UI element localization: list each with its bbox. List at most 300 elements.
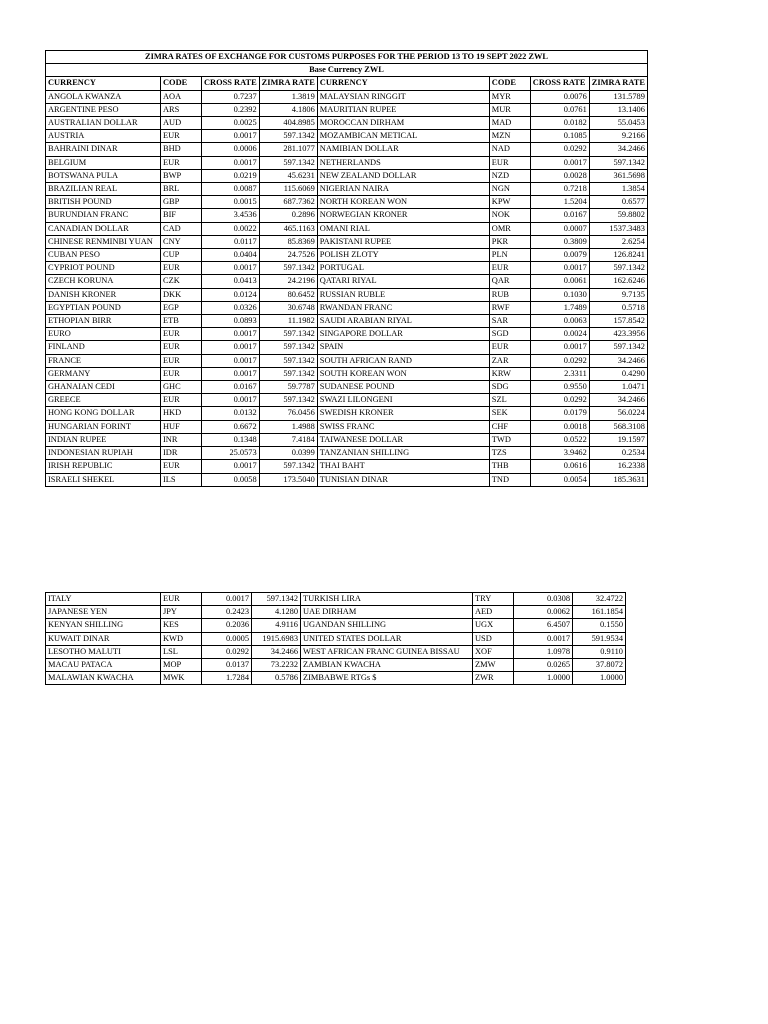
table-row (46, 672, 626, 685)
cell-currency-2: SUDANESE POUND (317, 381, 489, 394)
cell-currency-2: ZIMBABWE RTGs $ (301, 672, 473, 685)
cell-code-2: PKR (489, 235, 530, 248)
cell-cross-rate: 0.0015 (202, 196, 260, 209)
cell-zimra-rate: 11.1982 (259, 315, 317, 328)
cell-code: EUR (161, 460, 202, 473)
cell-code-2: TZS (489, 447, 530, 460)
cell-zimra-rate-2: 597.1342 (589, 156, 647, 169)
cell-code-2: SAR (489, 315, 530, 328)
cell-cross-rate-2: 0.0616 (530, 460, 589, 473)
cell-cross-rate-2: 0.0017 (530, 262, 589, 275)
cell-zimra-rate: 597.1342 (259, 394, 317, 407)
cell-currency: GREECE (46, 394, 161, 407)
cell-cross-rate: 0.2392 (202, 103, 260, 116)
cell-code-2: MZN (489, 130, 530, 143)
header-cross-rate-2: CROSS RATE (530, 77, 589, 90)
cell-currency-2: MOROCCAN DIRHAM (317, 117, 489, 130)
cell-cross-rate: 0.0017 (202, 262, 260, 275)
table-row (46, 394, 648, 407)
cell-cross-rate: 0.0017 (202, 130, 260, 143)
cell-zimra-rate-2: 597.1342 (589, 341, 647, 354)
cell-code: EUR (161, 156, 202, 169)
cell-cross-rate: 0.0893 (202, 315, 260, 328)
cell-currency-2: OMANI RIAL (317, 222, 489, 235)
cell-code: ETB (161, 315, 202, 328)
cell-code-2: NZD (489, 169, 530, 182)
cell-currency: EGYPTIAN POUND (46, 301, 161, 314)
cell-zimra-rate-2: 0.5718 (589, 301, 647, 314)
cell-zimra-rate: 115.6069 (259, 183, 317, 196)
cell-zimra-rate-2: 1.0471 (589, 381, 647, 394)
table-row (46, 117, 648, 130)
table-row (46, 328, 648, 341)
table-row (46, 354, 648, 367)
header-row (46, 77, 648, 90)
cell-zimra-rate: 24.7526 (259, 249, 317, 262)
cell-zimra-rate-2: 597.1342 (589, 262, 647, 275)
cell-zimra-rate-2: 32.4722 (573, 593, 626, 606)
cell-code-2: MYR (489, 90, 530, 103)
cell-currency: ARGENTINE PESO (46, 103, 161, 116)
cell-zimra-rate: 0.5786 (252, 672, 301, 685)
cell-zimra-rate: 597.1342 (259, 367, 317, 380)
cell-cross-rate: 0.2423 (202, 606, 252, 619)
cell-cross-rate-2: 1.7489 (530, 301, 589, 314)
table-row (46, 645, 626, 658)
cell-zimra-rate: 281.1077 (259, 143, 317, 156)
cell-currency: KENYAN SHILLING (46, 619, 161, 632)
cell-currency-2: SINGAPORE DOLLAR (317, 328, 489, 341)
cell-code: IDR (161, 447, 202, 460)
cell-zimra-rate: 0.2896 (259, 209, 317, 222)
cell-zimra-rate-2: 2.6254 (589, 235, 647, 248)
cell-code-2: RUB (489, 288, 530, 301)
cell-zimra-rate-2: 568.3108 (589, 420, 647, 433)
cell-zimra-rate-2: 1.0000 (573, 672, 626, 685)
cell-code-2: TND (489, 473, 530, 486)
cell-zimra-rate: 4.1280 (252, 606, 301, 619)
cell-code: EUR (161, 394, 202, 407)
table-row (46, 659, 626, 672)
cell-zimra-rate: 85.8369 (259, 235, 317, 248)
cell-code: ILS (161, 473, 202, 486)
table-row (46, 420, 648, 433)
cell-currency: MACAU PATACA (46, 659, 161, 672)
cell-code: AUD (161, 117, 202, 130)
table-row (46, 473, 648, 486)
table-row (46, 169, 648, 182)
cell-currency-2: SWEDISH KRONER (317, 407, 489, 420)
cell-zimra-rate-2: 0.2534 (589, 447, 647, 460)
cell-zimra-rate-2: 0.1550 (573, 619, 626, 632)
cell-currency: EURO (46, 328, 161, 341)
cell-currency: HONG KONG DOLLAR (46, 407, 161, 420)
cell-zimra-rate: 73.2232 (252, 659, 301, 672)
cell-zimra-rate-2: 19.1597 (589, 433, 647, 446)
cell-code: EUR (161, 262, 202, 275)
header-code-2: CODE (489, 77, 530, 90)
cell-zimra-rate: 0.0399 (259, 447, 317, 460)
table-row (46, 407, 648, 420)
cell-cross-rate-2: 0.9550 (530, 381, 589, 394)
cell-currency: HUNGARIAN FORINT (46, 420, 161, 433)
cell-cross-rate: 0.2036 (202, 619, 252, 632)
cell-code-2: PLN (489, 249, 530, 262)
cell-cross-rate: 1.7284 (202, 672, 252, 685)
cell-cross-rate: 0.0413 (202, 275, 260, 288)
cell-currency: DANISH KRONER (46, 288, 161, 301)
cell-cross-rate: 0.0137 (202, 659, 252, 672)
cell-code-2: KRW (489, 367, 530, 380)
table-row (46, 222, 648, 235)
cell-cross-rate: 0.0006 (202, 143, 260, 156)
cell-currency-2: TANZANIAN SHILLING (317, 447, 489, 460)
cell-cross-rate: 0.0326 (202, 301, 260, 314)
cell-code-2: ZMW (473, 659, 514, 672)
cell-cross-rate-2: 0.1085 (530, 130, 589, 143)
cell-code: MWK (161, 672, 202, 685)
cell-cross-rate-2: 0.3809 (530, 235, 589, 248)
cell-zimra-rate: 34.2466 (252, 645, 301, 658)
cell-cross-rate-2: 0.0054 (530, 473, 589, 486)
table-row (46, 183, 648, 196)
cell-code: KES (161, 619, 202, 632)
cell-currency: ITALY (46, 593, 161, 606)
cell-zimra-rate-2: 162.6246 (589, 275, 647, 288)
cell-zimra-rate-2: 34.2466 (589, 143, 647, 156)
cell-cross-rate-2: 0.7218 (530, 183, 589, 196)
cell-zimra-rate: 597.1342 (259, 130, 317, 143)
cell-cross-rate: 25.0573 (202, 447, 260, 460)
table-subtitle: Base Currency ZWL (46, 64, 648, 77)
cell-code-2: RWF (489, 301, 530, 314)
cell-zimra-rate-2: 9.2166 (589, 130, 647, 143)
table-row (46, 262, 648, 275)
cell-cross-rate: 0.0124 (202, 288, 260, 301)
cell-cross-rate: 0.0167 (202, 381, 260, 394)
cell-currency-2: UNITED STATES DOLLAR (301, 632, 473, 645)
cell-currency: CYPRIOT POUND (46, 262, 161, 275)
cell-cross-rate-2: 0.0079 (530, 249, 589, 262)
cell-code-2: NGN (489, 183, 530, 196)
cell-zimra-rate: 597.1342 (259, 328, 317, 341)
table-row (46, 606, 626, 619)
cell-code: BWP (161, 169, 202, 182)
table-row (46, 249, 648, 262)
cell-cross-rate-2: 3.9462 (530, 447, 589, 460)
cell-currency: BRAZILIAN REAL (46, 183, 161, 196)
header-code: CODE (161, 77, 202, 90)
cell-zimra-rate: 597.1342 (259, 341, 317, 354)
cell-cross-rate: 0.0017 (202, 341, 260, 354)
cell-code: BIF (161, 209, 202, 222)
table-row (46, 156, 648, 169)
cell-currency: KUWAIT DINAR (46, 632, 161, 645)
cell-cross-rate-2: 0.0061 (530, 275, 589, 288)
cell-code-2: TRY (473, 593, 514, 606)
cell-currency: CHINESE RENMINBI YUAN (46, 235, 161, 248)
cell-code: HUF (161, 420, 202, 433)
cell-code-2: SDG (489, 381, 530, 394)
cell-zimra-rate: 597.1342 (259, 262, 317, 275)
table-row (46, 433, 648, 446)
cell-code: AOA (161, 90, 202, 103)
cell-code: CZK (161, 275, 202, 288)
cell-cross-rate-2: 0.0292 (530, 143, 589, 156)
cell-currency-2: ZAMBIAN KWACHA (301, 659, 473, 672)
cell-zimra-rate-2: 13.1406 (589, 103, 647, 116)
cell-currency: CZECH KORUNA (46, 275, 161, 288)
cell-cross-rate: 0.0219 (202, 169, 260, 182)
table-row (46, 90, 648, 103)
table-row (46, 288, 648, 301)
cell-zimra-rate: 1915.6983 (252, 632, 301, 645)
header-cross-rate: CROSS RATE (202, 77, 260, 90)
cell-cross-rate-2: 2.3311 (530, 367, 589, 380)
cell-zimra-rate-2: 34.2466 (589, 394, 647, 407)
cell-currency-2: QATARI RIYAL (317, 275, 489, 288)
cell-cross-rate: 0.0005 (202, 632, 252, 645)
cell-code: LSL (161, 645, 202, 658)
cell-code: EUR (161, 367, 202, 380)
cell-cross-rate-2: 0.0292 (530, 394, 589, 407)
cell-cross-rate-2: 1.0000 (514, 672, 573, 685)
cell-zimra-rate: 465.1163 (259, 222, 317, 235)
cell-cross-rate-2: 0.0179 (530, 407, 589, 420)
cell-code-2: THB (489, 460, 530, 473)
cell-currency-2: PAKISTANI RUPEE (317, 235, 489, 248)
cell-zimra-rate-2: 0.9110 (573, 645, 626, 658)
cell-zimra-rate-2: 56.0224 (589, 407, 647, 420)
cell-zimra-rate-2: 0.6577 (589, 196, 647, 209)
cell-currency: GHANAIAN CEDI (46, 381, 161, 394)
cell-cross-rate: 0.0017 (202, 367, 260, 380)
table-row (46, 301, 648, 314)
cell-zimra-rate-2: 423.3956 (589, 328, 647, 341)
cell-currency: BAHRAINI DINAR (46, 143, 161, 156)
cell-zimra-rate: 1.3819 (259, 90, 317, 103)
cell-cross-rate-2: 0.0265 (514, 659, 573, 672)
cell-code: MOP (161, 659, 202, 672)
cell-currency-2: NIGERIAN NAIRA (317, 183, 489, 196)
cell-currency-2: POLISH ZLOTY (317, 249, 489, 262)
cell-currency: ETHOPIAN BIRR (46, 315, 161, 328)
cell-cross-rate-2: 0.0028 (530, 169, 589, 182)
cell-cross-rate: 0.7237 (202, 90, 260, 103)
cell-code: GBP (161, 196, 202, 209)
cell-currency: BOTSWANA PULA (46, 169, 161, 182)
table-row (46, 315, 648, 328)
cell-cross-rate: 0.0404 (202, 249, 260, 262)
cell-currency-2: PORTUGAL (317, 262, 489, 275)
cell-code-2: EUR (489, 262, 530, 275)
cell-code-2: CHF (489, 420, 530, 433)
cell-cross-rate-2: 0.0761 (530, 103, 589, 116)
cell-zimra-rate: 597.1342 (259, 354, 317, 367)
cell-code: INR (161, 433, 202, 446)
cell-cross-rate-2: 0.0182 (530, 117, 589, 130)
table-row (46, 593, 626, 606)
cell-zimra-rate-2: 126.8241 (589, 249, 647, 262)
cell-zimra-rate: 80.6452 (259, 288, 317, 301)
cell-cross-rate: 0.0292 (202, 645, 252, 658)
cell-cross-rate-2: 0.0017 (530, 156, 589, 169)
table-title: ZIMRA RATES OF EXCHANGE FOR CUSTOMS PURPOSES FOR THE PERIOD 13 TO 19 SEPT 2022 ZWL (46, 51, 648, 64)
cell-cross-rate: 0.0058 (202, 473, 260, 486)
cell-code-2: SEK (489, 407, 530, 420)
cell-zimra-rate: 597.1342 (259, 156, 317, 169)
cell-currency-2: UAE DIRHAM (301, 606, 473, 619)
cell-cross-rate: 0.0117 (202, 235, 260, 248)
cell-cross-rate: 0.0017 (202, 328, 260, 341)
cell-code: EGP (161, 301, 202, 314)
header-zimra-rate-2: ZIMRA RATE (589, 77, 647, 90)
cell-cross-rate-2: 0.0308 (514, 593, 573, 606)
table-row (46, 447, 648, 460)
cell-cross-rate-2: 0.1030 (530, 288, 589, 301)
cell-currency-2: SPAIN (317, 341, 489, 354)
cell-currency-2: MAURITIAN RUPEE (317, 103, 489, 116)
rates-table-page1 (45, 50, 648, 487)
cell-zimra-rate: 30.6748 (259, 301, 317, 314)
cell-currency-2: WEST AFRICAN FRANC GUINEA BISSAU (301, 645, 473, 658)
cell-currency-2: UGANDAN SHILLING (301, 619, 473, 632)
cell-cross-rate: 0.0017 (202, 460, 260, 473)
cell-zimra-rate: 24.2196 (259, 275, 317, 288)
cell-cross-rate-2: 0.0018 (530, 420, 589, 433)
table-row (46, 460, 648, 473)
cell-currency: CANADIAN DOLLAR (46, 222, 161, 235)
cell-cross-rate: 0.0132 (202, 407, 260, 420)
cell-zimra-rate-2: 591.9534 (573, 632, 626, 645)
cell-currency-2: SWAZI LILONGENI (317, 394, 489, 407)
cell-cross-rate-2: 0.0167 (530, 209, 589, 222)
cell-zimra-rate-2: 9.7135 (589, 288, 647, 301)
cell-currency: CUBAN PESO (46, 249, 161, 262)
cell-currency-2: THAI BAHT (317, 460, 489, 473)
cell-currency: INDONESIAN RUPIAH (46, 447, 161, 460)
cell-cross-rate-2: 0.0062 (514, 606, 573, 619)
cell-zimra-rate-2: 131.5789 (589, 90, 647, 103)
cell-cross-rate-2: 0.0063 (530, 315, 589, 328)
cell-zimra-rate: 45.6231 (259, 169, 317, 182)
cell-zimra-rate: 404.8985 (259, 117, 317, 130)
cell-code-2: AED (473, 606, 514, 619)
cell-zimra-rate: 76.0456 (259, 407, 317, 420)
cell-code: BRL (161, 183, 202, 196)
table-row (46, 367, 648, 380)
cell-currency-2: NORTH KOREAN WON (317, 196, 489, 209)
cell-code: KWD (161, 632, 202, 645)
cell-currency: LESOTHO MALUTI (46, 645, 161, 658)
table-row (46, 130, 648, 143)
cell-zimra-rate-2: 185.3631 (589, 473, 647, 486)
cell-currency: ANGOLA KWANZA (46, 90, 161, 103)
cell-currency: BELGIUM (46, 156, 161, 169)
cell-cross-rate: 0.0087 (202, 183, 260, 196)
cell-currency: AUSTRALIAN DOLLAR (46, 117, 161, 130)
cell-code: EUR (161, 328, 202, 341)
cell-code: EUR (161, 593, 202, 606)
cell-code-2: EUR (489, 341, 530, 354)
table-row (46, 341, 648, 354)
table-row (46, 619, 626, 632)
cell-currency-2: NAMIBIAN DOLLAR (317, 143, 489, 156)
table-row (46, 275, 648, 288)
cell-cross-rate-2: 0.0017 (514, 632, 573, 645)
cell-code-2: UGX (473, 619, 514, 632)
cell-zimra-rate-2: 1.3854 (589, 183, 647, 196)
cell-cross-rate-2: 6.4507 (514, 619, 573, 632)
table-row (46, 632, 626, 645)
cell-code-2: TWD (489, 433, 530, 446)
cell-zimra-rate-2: 59.8802 (589, 209, 647, 222)
cell-zimra-rate-2: 34.2466 (589, 354, 647, 367)
cell-code-2: OMR (489, 222, 530, 235)
cell-zimra-rate: 4.1806 (259, 103, 317, 116)
cell-code: CNY (161, 235, 202, 248)
header-currency: CURRENCY (46, 77, 161, 90)
cell-code: EUR (161, 354, 202, 367)
cell-currency: IRISH REPUBLIC (46, 460, 161, 473)
table-row (46, 143, 648, 156)
cell-code-2: NOK (489, 209, 530, 222)
cell-code: HKD (161, 407, 202, 420)
cell-currency-2: TUNISIAN DINAR (317, 473, 489, 486)
cell-currency-2: NETHERLANDS (317, 156, 489, 169)
cell-code: JPY (161, 606, 202, 619)
cell-currency-2: SOUTH KOREAN WON (317, 367, 489, 380)
cell-zimra-rate: 687.7362 (259, 196, 317, 209)
cell-zimra-rate: 173.5040 (259, 473, 317, 486)
cell-code-2: MAD (489, 117, 530, 130)
cell-currency-2: TURKISH LIRA (301, 593, 473, 606)
cell-currency-2: SOUTH AFRICAN RAND (317, 354, 489, 367)
cell-code-2: NAD (489, 143, 530, 156)
cell-cross-rate-2: 0.0076 (530, 90, 589, 103)
cell-cross-rate: 0.6672 (202, 420, 260, 433)
cell-cross-rate: 0.0017 (202, 593, 252, 606)
cell-zimra-rate-2: 16.2338 (589, 460, 647, 473)
cell-currency: BURUNDIAN FRANC (46, 209, 161, 222)
cell-code: CUP (161, 249, 202, 262)
cell-cross-rate: 0.1348 (202, 433, 260, 446)
cell-zimra-rate-2: 361.5698 (589, 169, 647, 182)
cell-zimra-rate: 597.1342 (259, 460, 317, 473)
cell-currency-2: MOZAMBICAN METICAL (317, 130, 489, 143)
table-row (46, 103, 648, 116)
cell-code-2: EUR (489, 156, 530, 169)
cell-code: BHD (161, 143, 202, 156)
cell-currency-2: NORWEGIAN KRONER (317, 209, 489, 222)
cell-code-2: ZWR (473, 672, 514, 685)
cell-zimra-rate: 1.4988 (259, 420, 317, 433)
cell-currency: FINLAND (46, 341, 161, 354)
cell-zimra-rate-2: 157.8542 (589, 315, 647, 328)
cell-code: DKK (161, 288, 202, 301)
cell-currency: INDIAN RUPEE (46, 433, 161, 446)
cell-cross-rate-2: 1.5204 (530, 196, 589, 209)
cell-code: CAD (161, 222, 202, 235)
cell-currency: ISRAELI SHEKEL (46, 473, 161, 486)
cell-zimra-rate-2: 1537.3483 (589, 222, 647, 235)
cell-currency-2: SWISS FRANC (317, 420, 489, 433)
header-currency-2: CURRENCY (317, 77, 489, 90)
cell-currency-2: NEW ZEALAND DOLLAR (317, 169, 489, 182)
cell-cross-rate-2: 0.0522 (530, 433, 589, 446)
cell-zimra-rate: 7.4184 (259, 433, 317, 446)
cell-cross-rate: 0.0017 (202, 156, 260, 169)
